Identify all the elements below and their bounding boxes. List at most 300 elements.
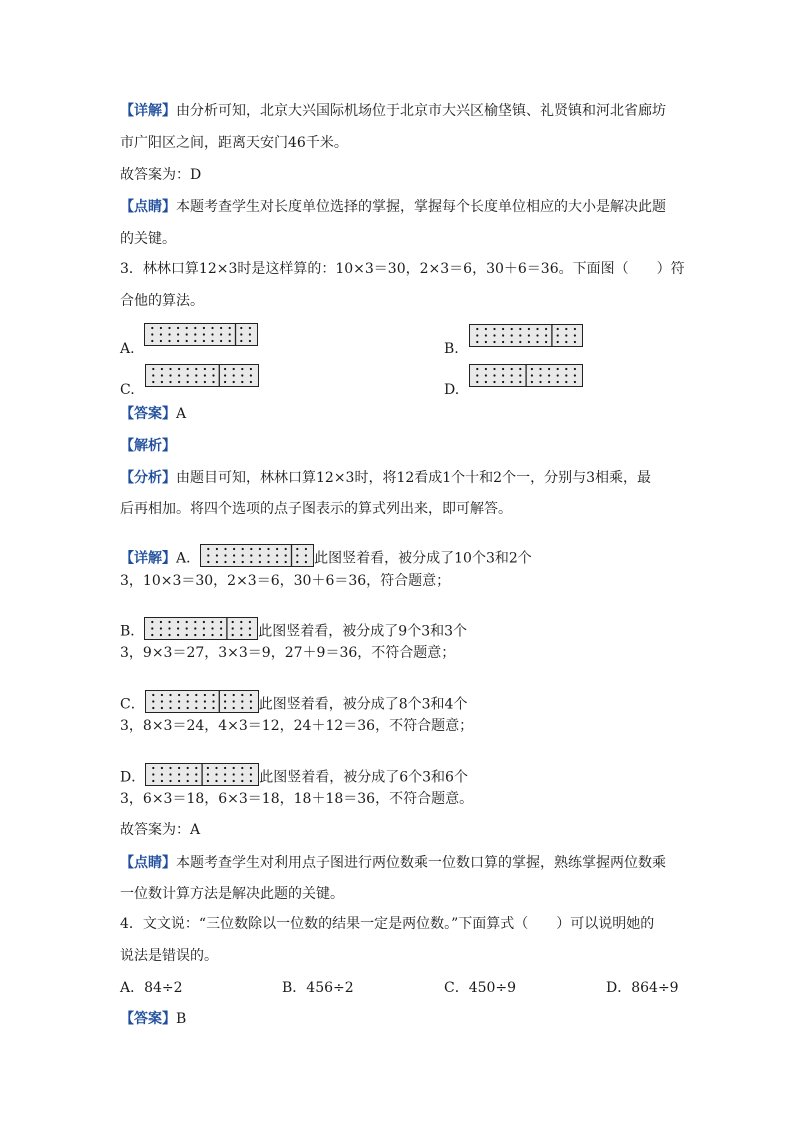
dot-grid-svg <box>145 763 259 786</box>
grid-dot <box>250 767 252 769</box>
grid-dot <box>536 328 538 330</box>
option-b-label: B. <box>444 341 459 357</box>
grid-dot <box>224 381 226 383</box>
grid-dot <box>233 780 235 782</box>
grid-dot <box>242 548 244 550</box>
grid-dot <box>242 554 244 556</box>
grid-dot <box>276 554 278 556</box>
fenxi-tag: 【分析】 <box>120 470 176 486</box>
option-a-dot-grid <box>144 323 258 350</box>
grid-dot <box>250 700 252 702</box>
grid-dot <box>187 381 189 383</box>
analysis-tag: 【解析】 <box>120 438 176 454</box>
grid-dot <box>178 694 180 696</box>
analysis-line <box>120 436 176 456</box>
grid-dot <box>194 340 196 342</box>
grid-dot <box>259 548 261 550</box>
grid-dot <box>178 381 180 383</box>
grid-dot <box>168 327 170 329</box>
detail-b-label: B． <box>120 623 145 640</box>
grid-dot <box>548 368 550 370</box>
grid-dot <box>511 341 513 343</box>
grid-dot <box>160 327 162 329</box>
detail-b-line1 <box>120 617 467 646</box>
grid-dot <box>241 381 243 383</box>
grid-dot <box>548 374 550 376</box>
detail-b-dot-grid <box>144 617 258 646</box>
grid-dot <box>545 341 547 343</box>
grid-dot <box>565 341 567 343</box>
grid-dot <box>216 561 218 563</box>
grid-dot <box>212 374 214 376</box>
grid-dot <box>565 368 567 370</box>
grid-dot <box>195 381 197 383</box>
detail-tag: 【详解】 <box>120 103 176 119</box>
dot-grid-svg <box>145 690 259 713</box>
grid-dot <box>152 780 154 782</box>
grid-dot <box>233 767 235 769</box>
grid-dot <box>216 548 218 550</box>
grid-dot <box>169 381 171 383</box>
grid-dot <box>187 780 189 782</box>
grid-dot <box>212 381 214 383</box>
grid-dot <box>545 334 547 336</box>
grid-dot <box>178 707 180 709</box>
grid-dot <box>160 621 162 623</box>
grid-dot <box>233 561 235 563</box>
comment-tag-q3: 【点睛】 <box>120 855 176 871</box>
grid-dot <box>493 328 495 330</box>
grid-dot <box>240 634 242 636</box>
detail-paragraph-line2: 市广阳区之间，距离天安门46千米。 <box>120 135 348 151</box>
grid-dot <box>476 381 478 383</box>
grid-dot <box>211 333 213 335</box>
grid-dot <box>268 561 270 563</box>
grid-dot <box>195 767 197 769</box>
grid-dot <box>225 554 227 556</box>
grid-dot <box>151 627 153 629</box>
grid-dot <box>195 374 197 376</box>
option-c-dot-grid <box>145 364 259 391</box>
grid-dot <box>574 341 576 343</box>
grid-dot <box>249 333 251 335</box>
grid-dot <box>178 700 180 702</box>
question-3-line2: 合他的算法。 <box>120 293 204 309</box>
grid-dot <box>519 341 521 343</box>
grid-dot <box>232 707 234 709</box>
grid-dot <box>519 328 521 330</box>
grid-dot <box>285 548 287 550</box>
grid-dot <box>545 328 547 330</box>
dot-grid-svg <box>144 323 258 346</box>
grid-dot <box>268 548 270 550</box>
grid-dot <box>170 780 172 782</box>
q4-option-b: B．456÷2 <box>282 980 354 996</box>
grid-dot <box>565 381 567 383</box>
grid-dot <box>233 374 235 376</box>
grid-dot <box>168 333 170 335</box>
grid-dot <box>485 368 487 370</box>
detail-paragraph-line1 <box>120 101 666 121</box>
grid-dot <box>224 700 226 702</box>
grid-dot <box>211 340 213 342</box>
grid-dot <box>485 328 487 330</box>
grid-dot <box>250 561 252 563</box>
grid-dot <box>203 621 205 623</box>
grid-dot <box>240 333 242 335</box>
grid-dot <box>177 340 179 342</box>
grid-dot <box>574 374 576 376</box>
grid-dot <box>224 767 226 769</box>
grid-dot <box>195 773 197 775</box>
detail-a-label: A． <box>176 550 201 567</box>
grid-dot <box>152 374 154 376</box>
q4-option-c: C．450÷9 <box>444 980 517 996</box>
grid-dot <box>240 340 242 342</box>
grid-dot <box>241 700 243 702</box>
grid-dot <box>240 621 242 623</box>
grid-dot <box>241 707 243 709</box>
q4-option-d: D．864÷9 <box>606 980 679 996</box>
comment-line1 <box>120 197 666 217</box>
grid-dot <box>476 341 478 343</box>
grid-dot <box>502 328 504 330</box>
detail-d-label: D． <box>120 769 146 786</box>
grid-dot <box>169 374 171 376</box>
fenxi-text: 由题目可知，林林口算12×3时，将12看成1个十和2个一，分别与3相乘，最 <box>176 470 651 486</box>
grid-dot <box>177 634 179 636</box>
comment-tag: 【点睛】 <box>120 199 176 215</box>
grid-dot <box>511 381 513 383</box>
grid-dot <box>177 327 179 329</box>
grid-dot <box>557 374 559 376</box>
detail-c-dot-grid <box>145 690 259 719</box>
grid-dot <box>285 561 287 563</box>
grid-dot <box>212 368 214 370</box>
grid-dot <box>216 767 218 769</box>
grid-dot <box>204 381 206 383</box>
grid-dot <box>203 634 205 636</box>
grid-dot <box>233 368 235 370</box>
grid-dot <box>169 621 171 623</box>
grid-dot <box>233 554 235 556</box>
question-4-line1: 4．文文说：“三位数除以一位数的结果一定是两位数。”下面算式（ ）可以说明她的 <box>120 916 655 932</box>
grid-dot <box>212 694 214 696</box>
grid-dot <box>220 627 222 629</box>
grid-dot <box>151 333 153 335</box>
grid-dot <box>485 381 487 383</box>
grid-dot <box>296 554 298 556</box>
grid-dot <box>152 707 154 709</box>
detail-d-text1: 此图竖着看，被分成了6个3和6个 <box>259 769 468 786</box>
grid-dot <box>161 773 163 775</box>
grid-dot <box>241 374 243 376</box>
grid-dot <box>169 700 171 702</box>
grid-dot <box>296 561 298 563</box>
grid-dot <box>160 627 162 629</box>
grid-dot <box>233 381 235 383</box>
grid-dot <box>528 334 530 336</box>
grid-dot <box>232 627 234 629</box>
grid-dot <box>249 634 251 636</box>
grid-dot <box>249 327 251 329</box>
grid-dot <box>204 707 206 709</box>
grid-dot <box>557 341 559 343</box>
grid-dot <box>220 333 222 335</box>
grid-dot <box>241 368 243 370</box>
grid-dot <box>241 694 243 696</box>
grid-dot <box>186 333 188 335</box>
dot-grid-svg <box>469 364 583 387</box>
grid-dot <box>161 780 163 782</box>
grid-dot <box>224 773 226 775</box>
detail-text: 由分析可知，北京大兴国际机场位于北京市大兴区榆垡镇、礼贤镇和河北省廊坊 <box>176 103 666 119</box>
grid-dot <box>207 773 209 775</box>
detail-c-line2: 3，8×3＝24，4×3＝12，24＋12＝36，不符合题意； <box>120 718 474 734</box>
grid-dot <box>493 374 495 376</box>
detail-b-text1: 此图竖着看，被分成了9个3和3个 <box>258 623 468 640</box>
grid-dot <box>565 328 567 330</box>
grid-dot <box>178 767 180 769</box>
grid-dot <box>305 554 307 556</box>
detail-tag-2: 【详解】 <box>120 550 176 567</box>
grid-dot <box>250 780 252 782</box>
q4-answer-line <box>120 1009 186 1029</box>
comment-q3-line2: 一位数计算方法是解决此题的关键。 <box>120 886 344 902</box>
q4-answer-value: B <box>176 1011 187 1027</box>
grid-dot <box>194 634 196 636</box>
grid-dot <box>186 634 188 636</box>
grid-dot <box>268 554 270 556</box>
grid-dot <box>241 773 243 775</box>
grid-dot <box>519 381 521 383</box>
grid-dot <box>151 327 153 329</box>
question-3-line1: 3．林林口算12×3时是这样算的：10×3＝30，2×3＝6，30＋6＝36。下面图（ ）符 <box>120 261 685 277</box>
grid-dot <box>224 780 226 782</box>
grid-dot <box>305 548 307 550</box>
grid-dot <box>519 374 521 376</box>
grid-dot <box>211 327 213 329</box>
detail-d-line1 <box>120 763 468 792</box>
grid-dot <box>161 694 163 696</box>
grid-dot <box>194 627 196 629</box>
grid-dot <box>203 340 205 342</box>
detail-d-line2: 3，6×3＝18，6×3＝18，18＋18＝36，不符合题意。 <box>120 791 474 807</box>
grid-dot <box>151 621 153 623</box>
grid-dot <box>178 780 180 782</box>
fenxi-line1 <box>120 468 651 488</box>
grid-dot <box>160 634 162 636</box>
grid-dot <box>152 773 154 775</box>
grid-dot <box>216 780 218 782</box>
comment-line2: 的关键。 <box>120 231 176 247</box>
grid-dot <box>240 327 242 329</box>
detail-a-dot-grid <box>200 544 314 573</box>
grid-dot <box>574 328 576 330</box>
grid-dot <box>557 381 559 383</box>
question-4-line2: 说法是错误的。 <box>120 948 218 964</box>
grid-dot <box>249 340 251 342</box>
dot-grid-svg <box>145 364 259 387</box>
detail-c-text1: 此图竖着看，被分成了8个3和4个 <box>258 696 468 713</box>
grid-dot <box>194 621 196 623</box>
grid-dot <box>502 341 504 343</box>
grid-dot <box>574 368 576 370</box>
grid-dot <box>160 340 162 342</box>
grid-dot <box>224 368 226 370</box>
grid-dot <box>169 368 171 370</box>
grid-dot <box>250 707 252 709</box>
grid-dot <box>233 773 235 775</box>
grid-dot <box>194 333 196 335</box>
grid-dot <box>511 328 513 330</box>
grid-dot <box>502 368 504 370</box>
grid-dot <box>204 368 206 370</box>
grid-dot <box>276 548 278 550</box>
grid-dot <box>220 340 222 342</box>
grid-dot <box>186 621 188 623</box>
grid-dot <box>536 334 538 336</box>
grid-dot <box>207 561 209 563</box>
grid-dot <box>557 328 559 330</box>
option-b-dot-grid <box>469 324 583 351</box>
q4-option-a: A．84÷2 <box>120 980 183 996</box>
grid-dot <box>151 634 153 636</box>
grid-dot <box>186 694 188 696</box>
grid-dot <box>240 627 242 629</box>
grid-dot <box>195 707 197 709</box>
grid-dot <box>557 368 559 370</box>
grid-dot <box>574 381 576 383</box>
grid-dot <box>233 548 235 550</box>
grid-dot <box>161 368 163 370</box>
grid-dot <box>224 374 226 376</box>
grid-dot <box>204 374 206 376</box>
grid-dot <box>259 561 261 563</box>
grid-dot <box>528 341 530 343</box>
grid-dot <box>216 773 218 775</box>
grid-dot <box>241 780 243 782</box>
grid-dot <box>161 381 163 383</box>
dot-grid-svg <box>200 544 314 567</box>
grid-dot <box>187 767 189 769</box>
grid-dot <box>250 374 252 376</box>
grid-dot <box>186 340 188 342</box>
grid-dot <box>476 328 478 330</box>
grid-dot <box>548 381 550 383</box>
grid-dot <box>241 767 243 769</box>
grid-dot <box>212 707 214 709</box>
grid-dot <box>305 561 307 563</box>
grid-dot <box>536 341 538 343</box>
detail-a-text1: 此图竖着看，被分成了10个3和2个 <box>314 550 532 567</box>
grid-dot <box>161 700 163 702</box>
grid-dot <box>212 700 214 702</box>
grid-dot <box>250 694 252 696</box>
grid-dot <box>170 767 172 769</box>
grid-dot <box>285 554 287 556</box>
grid-dot <box>574 334 576 336</box>
grid-dot <box>195 700 197 702</box>
grid-dot <box>476 374 478 376</box>
grid-dot <box>511 368 513 370</box>
grid-dot <box>152 368 154 370</box>
grid-dot <box>531 374 533 376</box>
grid-dot <box>177 621 179 623</box>
option-c-label: C. <box>120 382 135 398</box>
grid-dot <box>485 374 487 376</box>
grid-dot <box>207 554 209 556</box>
grid-dot <box>168 340 170 342</box>
grid-dot <box>519 368 521 370</box>
grid-dot <box>250 548 252 550</box>
grid-dot <box>203 627 205 629</box>
grid-dot <box>187 773 189 775</box>
grid-dot <box>169 694 171 696</box>
grid-dot <box>565 374 567 376</box>
detail-a-line2: 3，10×3＝30，2×3＝6，30＋6＝36，符合题意； <box>120 573 451 589</box>
grid-dot <box>232 694 234 696</box>
grid-dot <box>152 700 154 702</box>
grid-dot <box>204 694 206 696</box>
grid-dot <box>232 700 234 702</box>
grid-dot <box>224 707 226 709</box>
detail-c-label: C． <box>120 696 145 713</box>
detail-b-line2: 3，9×3＝27，3×3＝9，27＋9＝36，不符合题意； <box>120 645 456 661</box>
grid-dot <box>161 707 163 709</box>
grid-dot <box>565 334 567 336</box>
grid-dot <box>203 333 205 335</box>
grid-dot <box>152 694 154 696</box>
grid-dot <box>194 327 196 329</box>
detail-d-dot-grid <box>145 763 259 792</box>
grid-dot <box>187 374 189 376</box>
dot-grid-svg <box>144 617 258 640</box>
grid-dot <box>186 627 188 629</box>
grid-dot <box>250 773 252 775</box>
fenxi-line2: 后再相加。将四个选项的点子图表示的算式列出来，即可解答。 <box>120 501 512 517</box>
grid-dot <box>539 381 541 383</box>
grid-dot <box>493 341 495 343</box>
grid-dot <box>229 333 231 335</box>
q4-answer-tag: 【答案】 <box>120 1011 176 1027</box>
grid-dot <box>169 627 171 629</box>
grid-dot <box>207 780 209 782</box>
comment-q3-line1 <box>120 853 666 873</box>
grid-dot <box>511 374 513 376</box>
grid-dot <box>169 634 171 636</box>
grid-dot <box>161 767 163 769</box>
grid-dot <box>485 341 487 343</box>
grid-dot <box>511 334 513 336</box>
grid-dot <box>493 334 495 336</box>
grid-dot <box>203 327 205 329</box>
grid-dot <box>207 548 209 550</box>
option-a-label: A. <box>120 341 135 357</box>
grid-dot <box>170 773 172 775</box>
grid-dot <box>224 694 226 696</box>
grid-dot <box>161 374 163 376</box>
detail-c-line1 <box>120 690 467 719</box>
grid-dot <box>152 381 154 383</box>
grid-dot <box>557 334 559 336</box>
grid-dot <box>160 333 162 335</box>
grid-dot <box>204 700 206 702</box>
grid-dot <box>528 328 530 330</box>
grid-dot <box>539 368 541 370</box>
grid-dot <box>250 368 252 370</box>
grid-dot <box>216 554 218 556</box>
